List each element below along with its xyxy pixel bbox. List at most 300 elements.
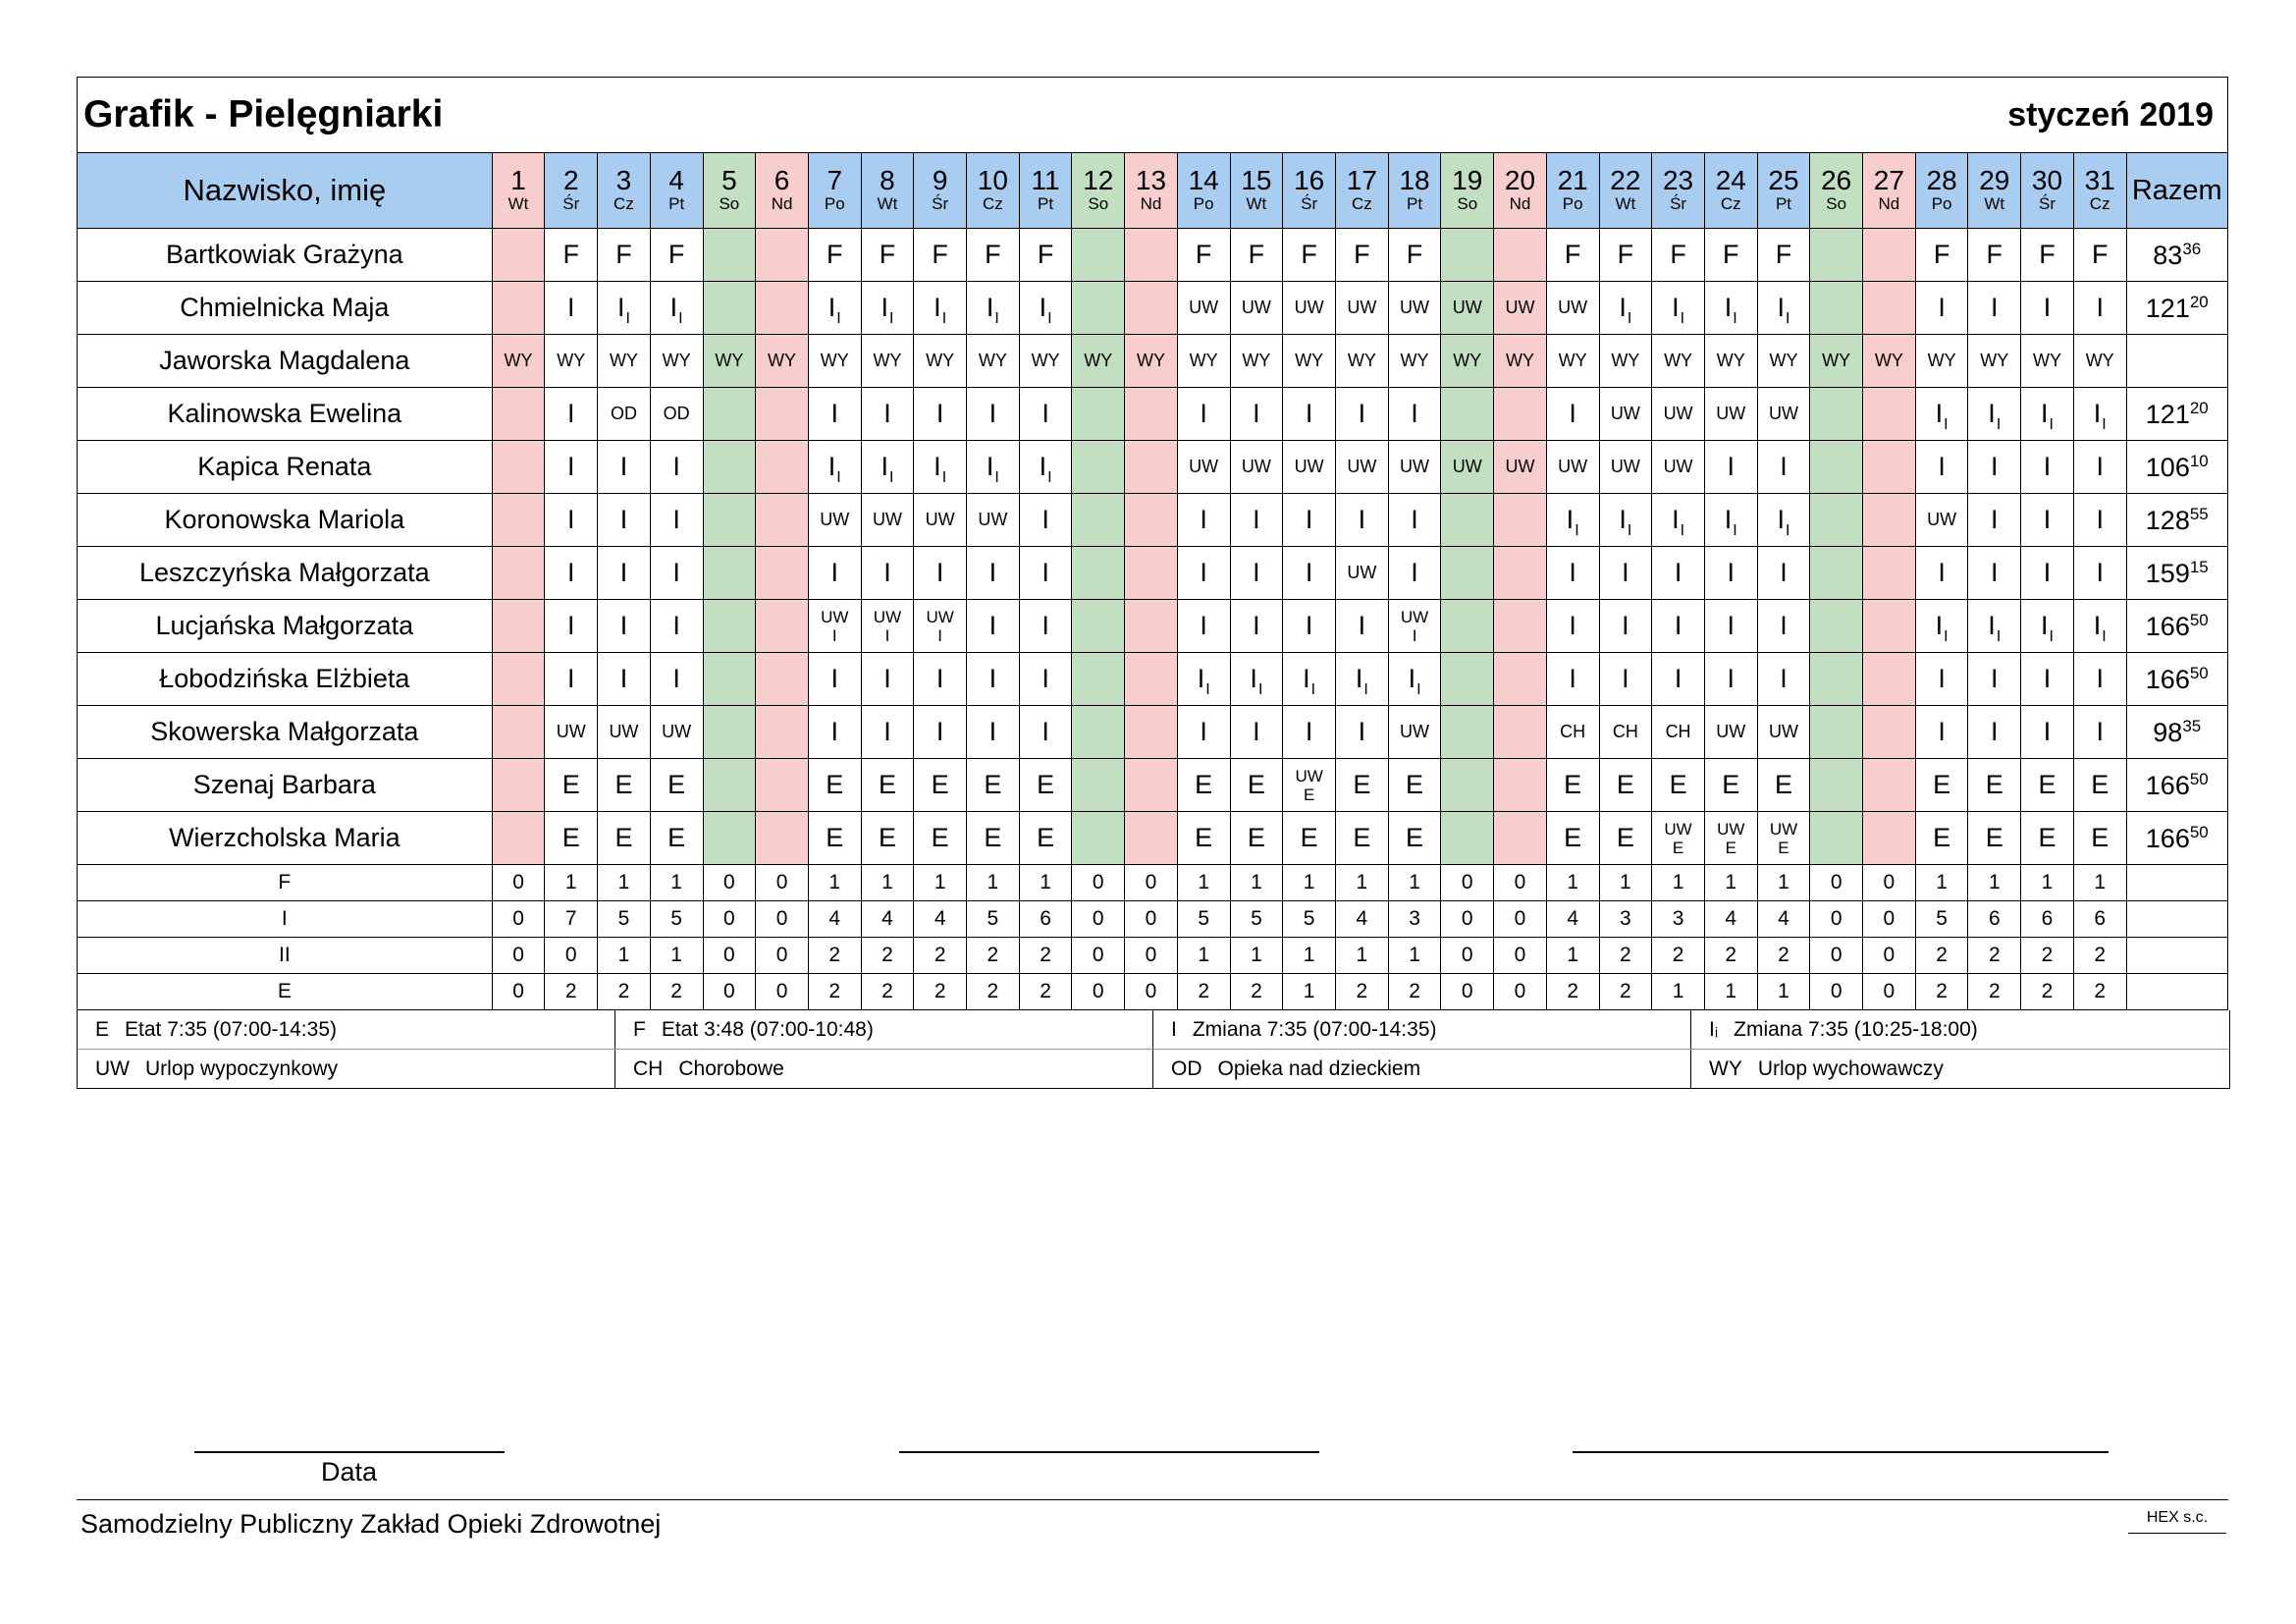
shift-cell[interactable]: UW E [1652, 812, 1705, 865]
shift-cell[interactable]: E [1546, 759, 1599, 812]
shift-cell[interactable] [1072, 812, 1125, 865]
shift-cell[interactable] [1810, 653, 1863, 706]
shift-cell[interactable]: UW [1546, 441, 1599, 494]
shift-cell[interactable]: UW [1915, 494, 1968, 547]
shift-cell[interactable]: I [650, 494, 703, 547]
shift-cell[interactable]: $I_I$ [967, 441, 1020, 494]
shift-cell[interactable]: F [1336, 229, 1389, 282]
shift-cell[interactable]: F [808, 229, 861, 282]
shift-cell[interactable]: F [1546, 229, 1599, 282]
shift-cell[interactable] [1810, 229, 1863, 282]
shift-cell[interactable]: I [1019, 600, 1072, 653]
shift-cell[interactable]: E [2021, 759, 2074, 812]
shift-cell[interactable]: I [1704, 547, 1757, 600]
shift-cell[interactable]: WY [1283, 335, 1336, 388]
shift-cell[interactable] [1810, 494, 1863, 547]
shift-cell[interactable] [492, 706, 545, 759]
shift-cell[interactable] [703, 388, 756, 441]
shift-cell[interactable] [1125, 547, 1178, 600]
shift-cell[interactable]: I [1599, 547, 1652, 600]
shift-cell[interactable]: WY [1336, 335, 1389, 388]
shift-cell[interactable]: UW [1336, 282, 1389, 335]
shift-cell[interactable]: WY [1652, 335, 1705, 388]
shift-cell[interactable]: UW [808, 494, 861, 547]
shift-cell[interactable] [1072, 388, 1125, 441]
shift-cell[interactable]: I [1177, 388, 1230, 441]
shift-cell[interactable]: I [1757, 653, 1810, 706]
shift-cell[interactable]: $I_I$ [1019, 441, 1072, 494]
shift-cell[interactable]: WY [861, 335, 914, 388]
shift-cell[interactable]: E [914, 812, 967, 865]
shift-cell[interactable]: $I_I$ [1546, 494, 1599, 547]
shift-cell[interactable] [1072, 494, 1125, 547]
shift-cell[interactable]: WY [1494, 335, 1547, 388]
shift-cell[interactable]: E [1546, 812, 1599, 865]
shift-cell[interactable] [1863, 547, 1916, 600]
shift-cell[interactable] [1441, 388, 1494, 441]
shift-cell[interactable]: UW [1599, 388, 1652, 441]
shift-cell[interactable] [1810, 282, 1863, 335]
shift-cell[interactable] [1072, 759, 1125, 812]
shift-cell[interactable]: UW [598, 706, 651, 759]
shift-cell[interactable]: UW E [1757, 812, 1810, 865]
shift-cell[interactable] [1441, 547, 1494, 600]
shift-cell[interactable]: I [2073, 706, 2126, 759]
shift-cell[interactable]: E [914, 759, 967, 812]
shift-cell[interactable]: I [598, 441, 651, 494]
shift-cell[interactable] [1125, 759, 1178, 812]
shift-cell[interactable] [756, 706, 809, 759]
shift-cell[interactable] [492, 494, 545, 547]
shift-cell[interactable]: I [1177, 600, 1230, 653]
shift-cell[interactable]: UW [1230, 441, 1283, 494]
shift-cell[interactable]: WY [1968, 335, 2021, 388]
shift-cell[interactable]: I [545, 494, 598, 547]
shift-cell[interactable]: $I_I$ [808, 282, 861, 335]
shift-cell[interactable]: I [1283, 600, 1336, 653]
shift-cell[interactable]: $I_I$ [1968, 388, 2021, 441]
shift-cell[interactable]: UW [1283, 282, 1336, 335]
shift-cell[interactable]: UW [1546, 282, 1599, 335]
shift-cell[interactable]: I [914, 706, 967, 759]
shift-cell[interactable]: $I_I$ [1019, 282, 1072, 335]
shift-cell[interactable]: E [1177, 759, 1230, 812]
shift-cell[interactable]: $I_I$ [861, 441, 914, 494]
shift-cell[interactable]: UW [1230, 282, 1283, 335]
shift-cell[interactable]: E [967, 812, 1020, 865]
shift-cell[interactable]: I [650, 441, 703, 494]
shift-cell[interactable]: E [861, 759, 914, 812]
shift-cell[interactable] [703, 653, 756, 706]
shift-cell[interactable]: E [1968, 759, 2021, 812]
shift-cell[interactable]: OD [598, 388, 651, 441]
shift-cell[interactable]: I [1019, 706, 1072, 759]
shift-cell[interactable]: I [598, 547, 651, 600]
shift-cell[interactable]: UW [1757, 388, 1810, 441]
shift-cell[interactable]: OD [650, 388, 703, 441]
shift-cell[interactable]: $I_I$ [1230, 653, 1283, 706]
shift-cell[interactable]: UW [1441, 282, 1494, 335]
shift-cell[interactable]: I [967, 600, 1020, 653]
shift-cell[interactable]: I [2073, 441, 2126, 494]
shift-cell[interactable]: I [1388, 388, 1441, 441]
shift-cell[interactable] [1810, 706, 1863, 759]
shift-cell[interactable]: $I_I$ [1283, 653, 1336, 706]
shift-cell[interactable]: E [650, 812, 703, 865]
shift-cell[interactable]: $I_I$ [1599, 494, 1652, 547]
shift-cell[interactable]: E [1915, 812, 1968, 865]
shift-cell[interactable] [492, 812, 545, 865]
shift-cell[interactable] [1810, 759, 1863, 812]
shift-cell[interactable]: $I_I$ [1652, 494, 1705, 547]
shift-cell[interactable]: F [650, 229, 703, 282]
shift-cell[interactable]: I [808, 653, 861, 706]
shift-cell[interactable]: F [1177, 229, 1230, 282]
shift-cell[interactable] [703, 812, 756, 865]
shift-cell[interactable] [1810, 441, 1863, 494]
shift-cell[interactable]: E [808, 812, 861, 865]
shift-cell[interactable]: I [650, 600, 703, 653]
shift-cell[interactable]: I [1283, 494, 1336, 547]
shift-cell[interactable] [1863, 600, 1916, 653]
shift-cell[interactable]: I [1177, 706, 1230, 759]
shift-cell[interactable]: I [2021, 494, 2074, 547]
shift-cell[interactable] [1863, 759, 1916, 812]
shift-cell[interactable] [1863, 441, 1916, 494]
shift-cell[interactable]: WY [1441, 335, 1494, 388]
shift-cell[interactable]: I [808, 706, 861, 759]
shift-cell[interactable]: CH [1652, 706, 1705, 759]
shift-cell[interactable]: WY [1230, 335, 1283, 388]
shift-cell[interactable]: $I_I$ [1704, 282, 1757, 335]
shift-cell[interactable]: CH [1599, 706, 1652, 759]
shift-cell[interactable] [756, 388, 809, 441]
shift-cell[interactable]: $I_I$ [1915, 600, 1968, 653]
shift-cell[interactable]: E [1336, 812, 1389, 865]
shift-cell[interactable]: $I_I$ [650, 282, 703, 335]
shift-cell[interactable]: E [1230, 759, 1283, 812]
shift-cell[interactable]: F [545, 229, 598, 282]
shift-cell[interactable]: I [1599, 600, 1652, 653]
shift-cell[interactable]: UW [1494, 441, 1547, 494]
shift-cell[interactable]: I [914, 653, 967, 706]
shift-cell[interactable]: F [1652, 229, 1705, 282]
shift-cell[interactable]: I [1704, 600, 1757, 653]
shift-cell[interactable]: E [808, 759, 861, 812]
shift-cell[interactable]: $I_I$ [1757, 494, 1810, 547]
shift-cell[interactable]: UW [1704, 388, 1757, 441]
shift-cell[interactable] [492, 759, 545, 812]
shift-cell[interactable]: UW E [1283, 759, 1336, 812]
shift-cell[interactable] [1494, 547, 1547, 600]
shift-cell[interactable]: I [1968, 706, 2021, 759]
shift-cell[interactable]: E [2021, 812, 2074, 865]
shift-cell[interactable]: UW [650, 706, 703, 759]
shift-cell[interactable]: $I_I$ [2021, 388, 2074, 441]
shift-cell[interactable]: I [2021, 706, 2074, 759]
shift-cell[interactable] [492, 547, 545, 600]
shift-cell[interactable]: I [1915, 547, 1968, 600]
shift-cell[interactable]: UW [1757, 706, 1810, 759]
shift-cell[interactable]: F [1283, 229, 1336, 282]
shift-cell[interactable]: I [914, 547, 967, 600]
shift-cell[interactable]: I [1230, 388, 1283, 441]
shift-cell[interactable] [492, 653, 545, 706]
shift-cell[interactable]: I [2021, 547, 2074, 600]
shift-cell[interactable]: I [1704, 441, 1757, 494]
shift-cell[interactable]: E [1652, 759, 1705, 812]
shift-cell[interactable] [1441, 706, 1494, 759]
shift-cell[interactable]: I [2073, 653, 2126, 706]
shift-cell[interactable]: E [861, 812, 914, 865]
shift-cell[interactable]: I [1652, 653, 1705, 706]
shift-cell[interactable] [1494, 759, 1547, 812]
shift-cell[interactable]: E [1915, 759, 1968, 812]
shift-cell[interactable] [703, 441, 756, 494]
shift-cell[interactable]: I [1915, 706, 1968, 759]
shift-cell[interactable]: F [1388, 229, 1441, 282]
shift-cell[interactable] [1441, 759, 1494, 812]
shift-cell[interactable] [1494, 388, 1547, 441]
shift-cell[interactable] [1072, 229, 1125, 282]
shift-cell[interactable]: I [545, 653, 598, 706]
shift-cell[interactable]: I [598, 600, 651, 653]
shift-cell[interactable]: WY [1388, 335, 1441, 388]
shift-cell[interactable] [1494, 706, 1547, 759]
shift-cell[interactable] [1125, 600, 1178, 653]
shift-cell[interactable]: $I_I$ [2073, 600, 2126, 653]
shift-cell[interactable]: UW [861, 494, 914, 547]
shift-cell[interactable]: UW [1177, 441, 1230, 494]
shift-cell[interactable]: I [967, 388, 1020, 441]
shift-cell[interactable]: I [967, 547, 1020, 600]
shift-cell[interactable]: $I_I$ [1388, 653, 1441, 706]
shift-cell[interactable]: UW [1336, 547, 1389, 600]
shift-cell[interactable]: CH [1546, 706, 1599, 759]
shift-cell[interactable] [1441, 600, 1494, 653]
shift-cell[interactable]: I [2021, 441, 2074, 494]
shift-cell[interactable]: WY [756, 335, 809, 388]
shift-cell[interactable]: I [1968, 441, 2021, 494]
shift-cell[interactable] [492, 441, 545, 494]
shift-cell[interactable]: I [1019, 653, 1072, 706]
shift-cell[interactable]: $I_I$ [808, 441, 861, 494]
shift-cell[interactable]: I [1230, 706, 1283, 759]
shift-cell[interactable] [1810, 547, 1863, 600]
shift-cell[interactable] [1863, 494, 1916, 547]
shift-cell[interactable]: I [1968, 494, 2021, 547]
shift-cell[interactable]: UW [967, 494, 1020, 547]
shift-cell[interactable]: I [1019, 388, 1072, 441]
shift-cell[interactable]: I [1968, 282, 2021, 335]
shift-cell[interactable] [1863, 282, 1916, 335]
shift-cell[interactable]: UW [1704, 706, 1757, 759]
shift-cell[interactable]: $I_I$ [1336, 653, 1389, 706]
shift-cell[interactable]: UW [1494, 282, 1547, 335]
shift-cell[interactable]: WY [492, 335, 545, 388]
shift-cell[interactable]: $I_I$ [1915, 388, 1968, 441]
shift-cell[interactable]: I [2021, 653, 2074, 706]
shift-cell[interactable]: I [1336, 600, 1389, 653]
shift-cell[interactable]: E [1230, 812, 1283, 865]
shift-cell[interactable]: I [1968, 653, 2021, 706]
shift-cell[interactable]: UW [1388, 706, 1441, 759]
shift-cell[interactable]: F [1704, 229, 1757, 282]
shift-cell[interactable]: E [2073, 812, 2126, 865]
shift-cell[interactable]: UW I [914, 600, 967, 653]
shift-cell[interactable] [756, 441, 809, 494]
shift-cell[interactable] [1494, 600, 1547, 653]
shift-cell[interactable]: I [1757, 600, 1810, 653]
shift-cell[interactable]: UW [1388, 282, 1441, 335]
shift-cell[interactable]: F [1915, 229, 1968, 282]
shift-cell[interactable]: WY [1072, 335, 1125, 388]
shift-cell[interactable]: E [1968, 812, 2021, 865]
shift-cell[interactable]: I [1968, 547, 2021, 600]
shift-cell[interactable]: E [1019, 759, 1072, 812]
shift-cell[interactable]: $I_I$ [914, 282, 967, 335]
shift-cell[interactable] [756, 494, 809, 547]
shift-cell[interactable]: $I_I$ [2021, 600, 2074, 653]
shift-cell[interactable] [1072, 547, 1125, 600]
shift-cell[interactable] [1072, 653, 1125, 706]
shift-cell[interactable]: E [650, 759, 703, 812]
shift-cell[interactable] [756, 600, 809, 653]
shift-cell[interactable]: UW [1388, 441, 1441, 494]
shift-cell[interactable]: $I_I$ [1704, 494, 1757, 547]
shift-cell[interactable] [703, 282, 756, 335]
shift-cell[interactable]: E [598, 812, 651, 865]
shift-cell[interactable]: E [1336, 759, 1389, 812]
shift-cell[interactable]: UW [1652, 388, 1705, 441]
shift-cell[interactable] [1863, 653, 1916, 706]
shift-cell[interactable]: UW I [1388, 600, 1441, 653]
shift-cell[interactable]: E [545, 759, 598, 812]
shift-cell[interactable]: UW [1177, 282, 1230, 335]
shift-cell[interactable]: I [1336, 494, 1389, 547]
shift-cell[interactable] [703, 547, 756, 600]
shift-cell[interactable] [703, 600, 756, 653]
shift-cell[interactable] [1863, 812, 1916, 865]
shift-cell[interactable]: I [1599, 653, 1652, 706]
shift-cell[interactable]: I [1546, 600, 1599, 653]
shift-cell[interactable]: UW I [861, 600, 914, 653]
shift-cell[interactable]: I [1757, 547, 1810, 600]
shift-cell[interactable] [1125, 282, 1178, 335]
shift-cell[interactable] [492, 282, 545, 335]
shift-cell[interactable]: UW [914, 494, 967, 547]
shift-cell[interactable]: I [1230, 547, 1283, 600]
shift-cell[interactable]: F [2073, 229, 2126, 282]
shift-cell[interactable]: I [1177, 547, 1230, 600]
shift-cell[interactable]: I [2073, 494, 2126, 547]
shift-cell[interactable]: I [1019, 547, 1072, 600]
shift-cell[interactable]: I [914, 388, 967, 441]
shift-cell[interactable]: I [1915, 282, 1968, 335]
shift-cell[interactable]: UW [1652, 441, 1705, 494]
shift-cell[interactable]: WY [598, 335, 651, 388]
shift-cell[interactable]: I [1652, 600, 1705, 653]
shift-cell[interactable]: E [1599, 812, 1652, 865]
shift-cell[interactable]: I [2073, 547, 2126, 600]
shift-cell[interactable]: $I_I$ [967, 282, 1020, 335]
shift-cell[interactable] [703, 494, 756, 547]
shift-cell[interactable]: F [967, 229, 1020, 282]
shift-cell[interactable]: I [1915, 653, 1968, 706]
shift-cell[interactable] [1863, 388, 1916, 441]
shift-cell[interactable] [1863, 229, 1916, 282]
shift-cell[interactable]: UW E [1704, 812, 1757, 865]
shift-cell[interactable] [1441, 653, 1494, 706]
shift-cell[interactable]: I [1283, 388, 1336, 441]
shift-cell[interactable]: I [545, 282, 598, 335]
shift-cell[interactable]: I [967, 706, 1020, 759]
shift-cell[interactable]: WY [1177, 335, 1230, 388]
shift-cell[interactable]: F [1757, 229, 1810, 282]
shift-cell[interactable]: I [1388, 494, 1441, 547]
shift-cell[interactable]: E [598, 759, 651, 812]
shift-cell[interactable] [1494, 653, 1547, 706]
shift-cell[interactable] [703, 229, 756, 282]
shift-cell[interactable]: WY [2021, 335, 2074, 388]
shift-cell[interactable] [1494, 229, 1547, 282]
shift-cell[interactable]: I [545, 547, 598, 600]
shift-cell[interactable]: $I_I$ [2073, 388, 2126, 441]
shift-cell[interactable]: F [598, 229, 651, 282]
shift-cell[interactable]: I [1652, 547, 1705, 600]
shift-cell[interactable]: $I_I$ [914, 441, 967, 494]
shift-cell[interactable]: I [545, 441, 598, 494]
shift-cell[interactable]: WY [1704, 335, 1757, 388]
shift-cell[interactable]: UW [545, 706, 598, 759]
shift-cell[interactable]: WY [1019, 335, 1072, 388]
shift-cell[interactable]: I [650, 653, 703, 706]
shift-cell[interactable]: E [1757, 759, 1810, 812]
shift-cell[interactable]: I [1546, 547, 1599, 600]
shift-cell[interactable]: I [861, 706, 914, 759]
shift-cell[interactable]: I [2021, 282, 2074, 335]
shift-cell[interactable] [756, 547, 809, 600]
shift-cell[interactable] [1441, 812, 1494, 865]
shift-cell[interactable]: F [1968, 229, 2021, 282]
shift-cell[interactable]: WY [1546, 335, 1599, 388]
shift-cell[interactable]: UW [1283, 441, 1336, 494]
shift-cell[interactable]: WY [808, 335, 861, 388]
shift-cell[interactable]: I [1757, 441, 1810, 494]
shift-cell[interactable]: $I_I$ [1652, 282, 1705, 335]
shift-cell[interactable] [1125, 494, 1178, 547]
shift-cell[interactable]: WY [703, 335, 756, 388]
shift-cell[interactable]: F [1599, 229, 1652, 282]
shift-cell[interactable]: UW [1599, 441, 1652, 494]
shift-cell[interactable]: I [1704, 653, 1757, 706]
shift-cell[interactable] [1125, 441, 1178, 494]
shift-cell[interactable] [756, 653, 809, 706]
shift-cell[interactable]: I [2073, 282, 2126, 335]
shift-cell[interactable]: I [1336, 388, 1389, 441]
shift-cell[interactable]: UW I [808, 600, 861, 653]
shift-cell[interactable]: I [1915, 441, 1968, 494]
shift-cell[interactable] [756, 282, 809, 335]
shift-cell[interactable] [1072, 282, 1125, 335]
shift-cell[interactable] [1125, 706, 1178, 759]
shift-cell[interactable] [492, 600, 545, 653]
shift-cell[interactable] [756, 759, 809, 812]
shift-cell[interactable]: E [1388, 759, 1441, 812]
shift-cell[interactable]: $I_I$ [1757, 282, 1810, 335]
shift-cell[interactable]: I [1336, 706, 1389, 759]
shift-cell[interactable]: E [1599, 759, 1652, 812]
